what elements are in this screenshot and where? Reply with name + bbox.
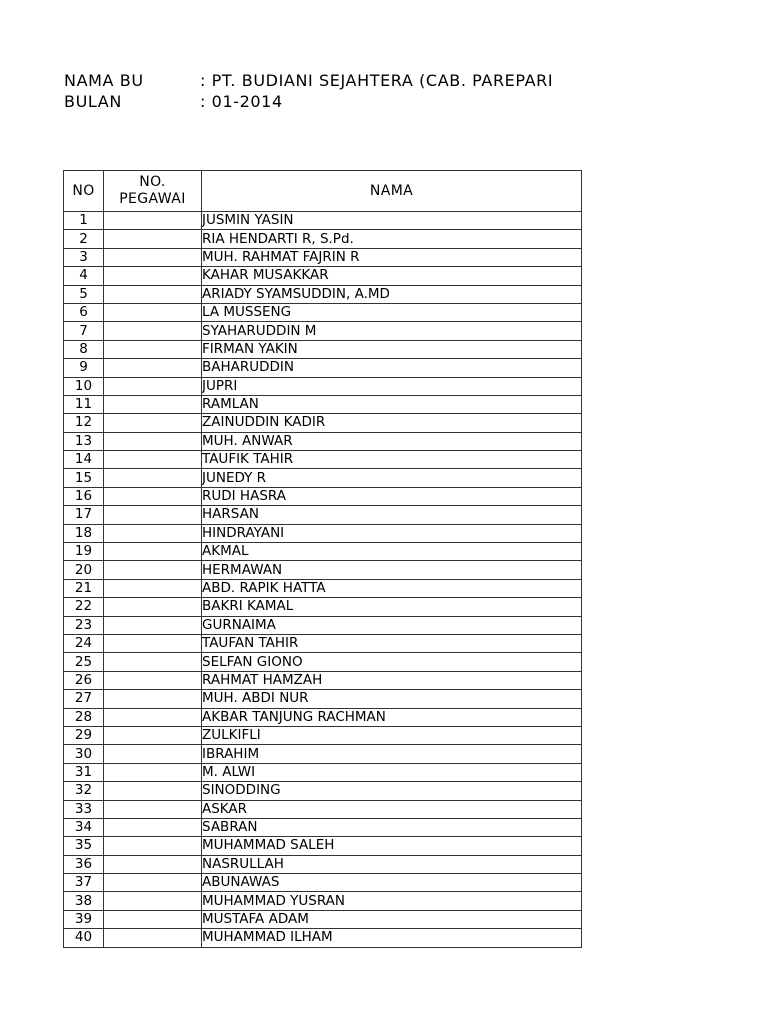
cell-pegawai [104,708,202,726]
cell-pegawai [104,745,202,763]
cell-nama: KAHAR MUSAKKAR [202,267,582,285]
cell-no: 18 [64,524,104,542]
cell-no: 1 [64,212,104,230]
cell-pegawai [104,248,202,266]
table-row [64,579,582,597]
cell-nama: RUDI HASRA [202,487,582,505]
cell-no: 10 [64,377,104,395]
cell-nama: TAUFAN TAHIR [202,634,582,652]
cell-no: 13 [64,432,104,450]
table-row [64,377,582,395]
cell-nama: RIA HENDARTI R, S.Pd. [202,230,582,248]
table-row [64,616,582,634]
cell-no: 20 [64,561,104,579]
cell-nama: LA MUSSENG [202,303,582,321]
cell-nama: ABUNAWAS [202,874,582,892]
cell-pegawai [104,395,202,413]
cell-nama: ZAINUDDIN KADIR [202,414,582,432]
cell-pegawai [104,598,202,616]
table-row [64,653,582,671]
cell-pegawai [104,432,202,450]
cell-no: 6 [64,303,104,321]
cell-nama: SYAHARUDDIN M [202,322,582,340]
cell-pegawai [104,634,202,652]
cell-no: 26 [64,671,104,689]
cell-nama: BAHARUDDIN [202,359,582,377]
cell-nama: ZULKIFLI [202,726,582,744]
cell-pegawai [104,303,202,321]
cell-nama: HINDRAYANI [202,524,582,542]
cell-pegawai [104,818,202,836]
cell-no: 4 [64,267,104,285]
cell-pegawai [104,561,202,579]
table-row [64,671,582,689]
cell-nama: NASRULLAH [202,855,582,873]
cell-no: 3 [64,248,104,266]
cell-nama: JUSMIN YASIN [202,212,582,230]
month-label: BULAN [64,92,122,111]
table-header-row [64,171,582,212]
table-row [64,506,582,524]
cell-nama: M. ALWI [202,763,582,781]
cell-nama: AKBAR TANJUNG RACHMAN [202,708,582,726]
table-row [64,837,582,855]
cell-nama: JUPRI [202,377,582,395]
table-row [64,303,582,321]
cell-no: 38 [64,892,104,910]
table-row [64,487,582,505]
table-row [64,359,582,377]
cell-nama: AKMAL [202,543,582,561]
cell-nama: MUH. ABDI NUR [202,690,582,708]
cell-nama: MUH. ANWAR [202,432,582,450]
table-row [64,708,582,726]
month-value: : 01-2014 [200,92,283,111]
table-row [64,395,582,413]
cell-pegawai [104,690,202,708]
column-header-pegawai: NO. PEGAWAI [104,171,202,212]
cell-no: 31 [64,763,104,781]
cell-no: 12 [64,414,104,432]
cell-nama: HARSAN [202,506,582,524]
table-row [64,230,582,248]
document-header [64,70,553,112]
cell-pegawai [104,763,202,781]
header-row-company [64,70,553,91]
cell-nama: ASKAR [202,800,582,818]
cell-no: 25 [64,653,104,671]
cell-nama: GURNAIMA [202,616,582,634]
cell-no: 24 [64,634,104,652]
table-row [64,248,582,266]
table-row [64,634,582,652]
cell-pegawai [104,469,202,487]
cell-no: 34 [64,818,104,836]
table-row [64,929,582,947]
cell-nama: ARIADY SYAMSUDDIN, A.MD [202,285,582,303]
cell-nama: JUNEDY R [202,469,582,487]
cell-pegawai [104,377,202,395]
table-row [64,763,582,781]
table-row [64,322,582,340]
cell-nama: SABRAN [202,818,582,836]
cell-no: 5 [64,285,104,303]
cell-no: 29 [64,726,104,744]
cell-pegawai [104,671,202,689]
cell-nama: MUHAMMAD SALEH [202,837,582,855]
cell-pegawai [104,616,202,634]
cell-nama: IBRAHIM [202,745,582,763]
cell-pegawai [104,267,202,285]
cell-pegawai [104,653,202,671]
cell-nama: MUHAMMAD ILHAM [202,929,582,947]
table-row [64,285,582,303]
cell-no: 23 [64,616,104,634]
cell-nama: MUSTAFA ADAM [202,910,582,928]
cell-no: 28 [64,708,104,726]
cell-no: 37 [64,874,104,892]
table-row [64,910,582,928]
table-row [64,469,582,487]
table-row [64,690,582,708]
cell-nama: MUHAMMAD YUSRAN [202,892,582,910]
cell-pegawai [104,212,202,230]
cell-no: 8 [64,340,104,358]
cell-pegawai [104,910,202,928]
cell-pegawai [104,855,202,873]
cell-nama: SINODDING [202,782,582,800]
table-row [64,340,582,358]
cell-pegawai [104,506,202,524]
column-header-nama: NAMA [202,171,582,212]
header-row-month [64,91,553,112]
cell-pegawai [104,892,202,910]
cell-pegawai [104,874,202,892]
cell-no: 21 [64,579,104,597]
table-row [64,598,582,616]
company-label: NAMA BU [64,71,144,90]
employee-table [63,170,582,948]
cell-pegawai [104,451,202,469]
cell-pegawai [104,929,202,947]
cell-pegawai [104,782,202,800]
cell-pegawai [104,285,202,303]
cell-no: 35 [64,837,104,855]
table-row [64,800,582,818]
cell-no: 11 [64,395,104,413]
table-row [64,543,582,561]
cell-no: 22 [64,598,104,616]
cell-nama: SELFAN GIONO [202,653,582,671]
table-row [64,267,582,285]
table-row [64,432,582,450]
table-row [64,524,582,542]
cell-pegawai [104,340,202,358]
table-row [64,726,582,744]
cell-pegawai [104,322,202,340]
table-row [64,892,582,910]
cell-no: 14 [64,451,104,469]
cell-pegawai [104,230,202,248]
cell-nama: RAMLAN [202,395,582,413]
company-value: : PT. BUDIANI SEJAHTERA (CAB. PAREPARI [200,71,554,90]
cell-no: 2 [64,230,104,248]
table-row [64,818,582,836]
cell-nama: ABD. RAPIK HATTA [202,579,582,597]
cell-no: 7 [64,322,104,340]
cell-pegawai [104,579,202,597]
cell-no: 30 [64,745,104,763]
cell-pegawai [104,487,202,505]
cell-no: 15 [64,469,104,487]
table-row [64,745,582,763]
cell-pegawai [104,524,202,542]
table-row [64,212,582,230]
cell-no: 33 [64,800,104,818]
cell-pegawai [104,837,202,855]
table-row [64,561,582,579]
table-row [64,782,582,800]
table-body [64,212,582,948]
cell-no: 40 [64,929,104,947]
cell-nama: HERMAWAN [202,561,582,579]
cell-nama: MUH. RAHMAT FAJRIN R [202,248,582,266]
cell-no: 17 [64,506,104,524]
cell-no: 32 [64,782,104,800]
cell-nama: BAKRI KAMAL [202,598,582,616]
cell-no: 9 [64,359,104,377]
cell-nama: RAHMAT HAMZAH [202,671,582,689]
cell-pegawai [104,359,202,377]
table-row [64,414,582,432]
cell-nama: FIRMAN YAKIN [202,340,582,358]
table-row [64,855,582,873]
cell-no: 39 [64,910,104,928]
cell-pegawai [104,543,202,561]
cell-no: 27 [64,690,104,708]
cell-pegawai [104,726,202,744]
cell-no: 16 [64,487,104,505]
cell-no: 19 [64,543,104,561]
table-row [64,874,582,892]
column-header-no: NO [64,171,104,212]
cell-nama: TAUFIK TAHIR [202,451,582,469]
table-row [64,451,582,469]
cell-no: 36 [64,855,104,873]
cell-pegawai [104,414,202,432]
cell-pegawai [104,800,202,818]
